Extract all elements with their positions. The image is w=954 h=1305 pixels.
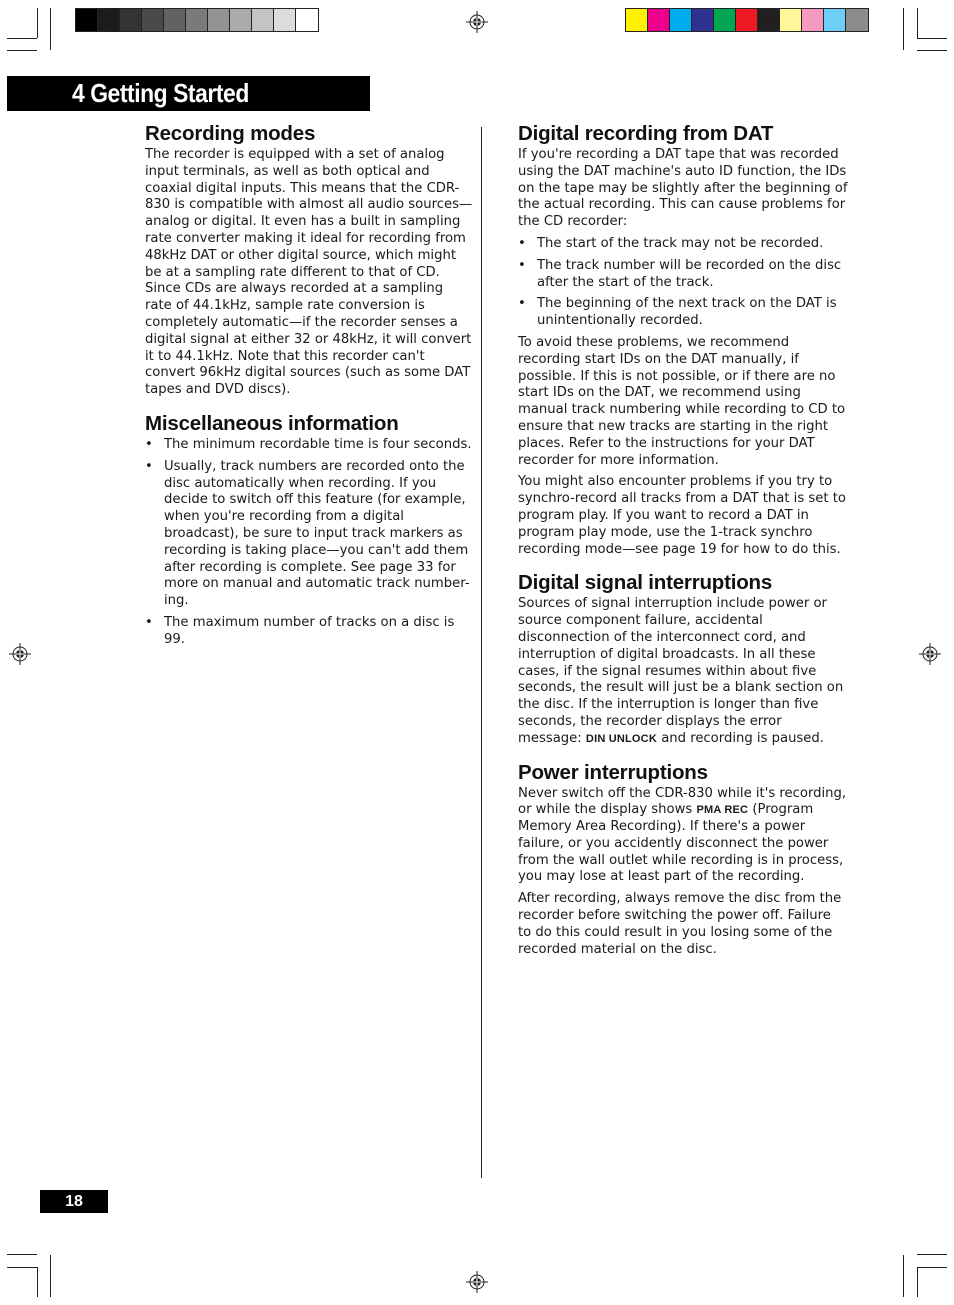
left-column <box>145 122 473 662</box>
color-swatch <box>230 9 252 31</box>
list-item: • The beginning of the next track on the DAT is unintentionally recorded. <box>518 296 848 330</box>
recording-modes-heading: Recording modes <box>145 122 316 145</box>
chapter-title: 4 Getting Started <box>72 78 249 108</box>
power-interruptions-paragraph: After recording, always remove the disc from the recorder before switching the power off. Failure to do this could result in you losing some of the recorded material on the disc. <box>518 891 842 957</box>
crop-mark <box>7 1254 37 1255</box>
misc-info-section <box>145 412 473 649</box>
crop-mark <box>917 50 947 51</box>
color-swatch <box>626 9 648 31</box>
registration-mark-icon <box>466 1271 488 1293</box>
display-message: PMA REC <box>696 804 749 817</box>
misc-info-list <box>145 437 473 649</box>
list-item: • Usually, track numbers are recorded onto the disc automatically when recording. If you decide to switch off this feature (for example, when you're recording from a digital broadcast), be sure to input track markers as recording is taking place—you can't add them after recording is complete. See page 33 for more on manual and automatic track number-ing. <box>145 459 473 610</box>
color-swatch <box>736 9 758 31</box>
color-swatch <box>802 9 824 31</box>
crop-mark <box>7 50 37 51</box>
crop-mark <box>917 1267 947 1268</box>
crop-mark <box>50 1255 51 1297</box>
misc-info-heading: Miscellaneous information <box>145 411 399 435</box>
power-interruptions-heading: Power interruptions <box>518 760 708 784</box>
recording-modes-section <box>145 122 473 399</box>
crop-mark <box>903 8 904 50</box>
dat-intro: If you're recording a DAT tape that was recorded using the DAT machine's auto ID function, the IDs on the tape may be slightly after the beginning of the actual recording. This can cause problems for the CD recorder: <box>518 147 848 230</box>
body-text: and recording is paused. <box>661 730 824 746</box>
signal-interruptions-section <box>518 571 848 747</box>
crop-mark <box>917 38 947 39</box>
color-swatch <box>120 9 142 31</box>
body-text: Sources of signal interruption include power or source component failure, accidental disconnection of the interconnect cord, and interruption of digital broadcasts. In all these cases, if the signal resumes within about five seconds, the result will just be a blank section on the disc. If the interruption is longer than five seconds, the recorder displays the error message: <box>518 596 844 746</box>
color-swatch <box>186 9 208 31</box>
signal-interruptions-heading: Digital signal interruptions <box>518 571 773 595</box>
registration-mark-icon <box>919 643 941 665</box>
crop-mark <box>917 1267 918 1297</box>
crop-mark <box>37 8 38 38</box>
grayscale-swatch-strip <box>75 8 319 32</box>
color-swatch <box>76 9 98 31</box>
color-swatch <box>692 9 714 31</box>
color-swatch <box>648 9 670 31</box>
crop-mark <box>7 38 37 39</box>
list-item: • The maximum number of tracks on a disc is 99. <box>145 615 473 649</box>
list-item: • The minimum recordable time is four seconds. <box>145 437 473 454</box>
power-interruptions-body <box>518 786 848 887</box>
dat-problem-list <box>518 236 848 330</box>
color-swatch <box>758 9 780 31</box>
color-swatch <box>296 9 318 31</box>
color-swatch <box>164 9 186 31</box>
chapter-header-bar <box>7 76 370 111</box>
registration-mark-icon <box>466 11 488 33</box>
color-swatch <box>274 9 296 31</box>
crop-mark <box>50 8 51 50</box>
recording-modes-body: The recorder is equipped with a set of analog input terminals, as well as both optical and coaxial digital inputs. This means that the CDR-830 is compatible with almost all audio sources—analog or digital. It even has a built in sampling rate converter making it ideal for recording from 48kHz DAT or other digital source, which might be at a sampling rate different to that of CD. Since CDs are always recorded at a sampling rate of 44.1kHz, sample rate conversion is completely automatic—if the recorder senses a digital signal at either 32 or 48kHz, it will convert it to 44.1kHz. Note that this recorder can't convert 96kHz digital sources (such as some DAT tapes and DVD discs). <box>145 147 473 398</box>
color-swatch <box>780 9 802 31</box>
display-message: DIN UNLOCK <box>585 732 657 745</box>
dat-paragraph: You might also encounter problems if you try to synchro-record all tracks from a DAT that is set to program play. If you want to record a DAT in program play mode, use the 1-track synchro recording mode—see page 19 for how to do this. <box>518 474 846 557</box>
dat-section <box>518 122 848 558</box>
page-number: 18 <box>40 1190 108 1213</box>
color-swatch <box>846 9 868 31</box>
color-swatch <box>98 9 120 31</box>
color-swatch <box>252 9 274 31</box>
right-column <box>518 122 848 971</box>
signal-interruptions-body <box>518 596 848 747</box>
registration-mark-icon <box>9 643 31 665</box>
column-divider <box>481 127 482 1178</box>
crop-mark <box>917 1254 947 1255</box>
dat-paragraph: To avoid these problems, we recommend recording start IDs on the DAT manually, if possible. If this is not possible, or if there are no start IDs on the DAT, we recommend using manual track numbering while recording to CD to ensure that new tracks are starting in the right places. Refer to the instructions for your DAT recorder for more information. <box>518 334 846 468</box>
body-text: Never switch off the CDR-830 while it's recording, or while the display shows <box>518 785 847 818</box>
list-item: • The track number will be recorded on the disc after the start of the track. <box>518 258 848 292</box>
list-item: • The start of the track may not be recorded. <box>518 236 848 253</box>
color-swatch <box>824 9 846 31</box>
body-text: (Program Memory Area Recording). If there's a power failure, or you accidently disconnect the power from the wall outlet while recording is in process, you may lose at least part of the recording. <box>518 802 844 885</box>
color-swatch <box>714 9 736 31</box>
crop-mark <box>917 8 918 38</box>
crop-mark <box>37 1267 38 1297</box>
color-swatch <box>142 9 164 31</box>
crop-mark <box>7 1267 37 1268</box>
color-swatch <box>670 9 692 31</box>
dat-heading: Digital recording from DAT <box>518 122 774 145</box>
color-swatch-strip <box>625 8 869 32</box>
color-swatch <box>208 9 230 31</box>
power-interruptions-section <box>518 761 848 959</box>
crop-mark <box>903 1255 904 1297</box>
